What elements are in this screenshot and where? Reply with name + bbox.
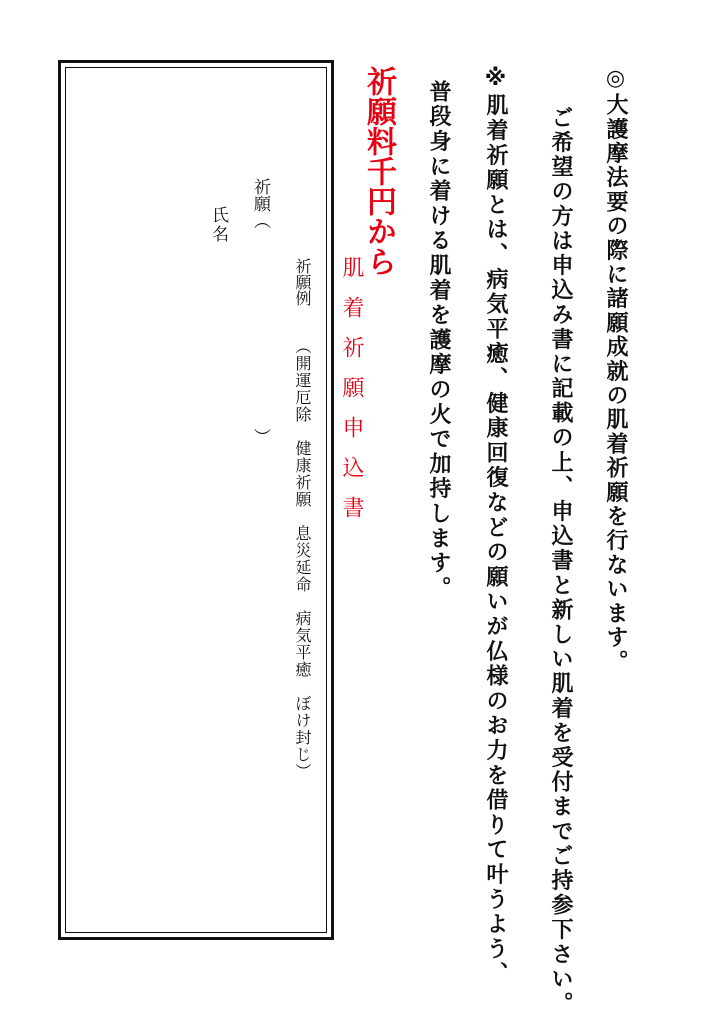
name-field-label[interactable]: 氏名 bbox=[208, 206, 228, 244]
application-form bbox=[58, 60, 364, 940]
notice-line-4: 普段身に着ける肌着を護摩の火で加持します。 bbox=[426, 80, 451, 601]
price-label: 祈願料千円から bbox=[361, 66, 396, 276]
notice-line-2: ご希望の方は申込み書に記載の上、申込書と新しい肌着を受付までご持参下さい。 bbox=[548, 106, 573, 1016]
wish-example-label: 祈願例 bbox=[293, 258, 312, 306]
notice-line-1: ◎大護摩法要の際に諸願成就の肌着祈願を行ないます。 bbox=[603, 66, 628, 674]
wish-field-close: ） bbox=[250, 428, 270, 445]
application-form-inner-border bbox=[65, 67, 364, 933]
wish-example-list: （開運厄除 健康祈願 息災延命 病気平癒 ぼけ封じ） bbox=[293, 338, 312, 780]
notice-line-3: ※肌着祈願とは、病気平癒、健康回復などの願いが仏様のお力を借りて叶うよう、 bbox=[483, 66, 508, 987]
wish-field-label[interactable]: 祈願（ bbox=[250, 178, 270, 229]
form-title: 肌着祈願申込書 bbox=[339, 256, 364, 536]
